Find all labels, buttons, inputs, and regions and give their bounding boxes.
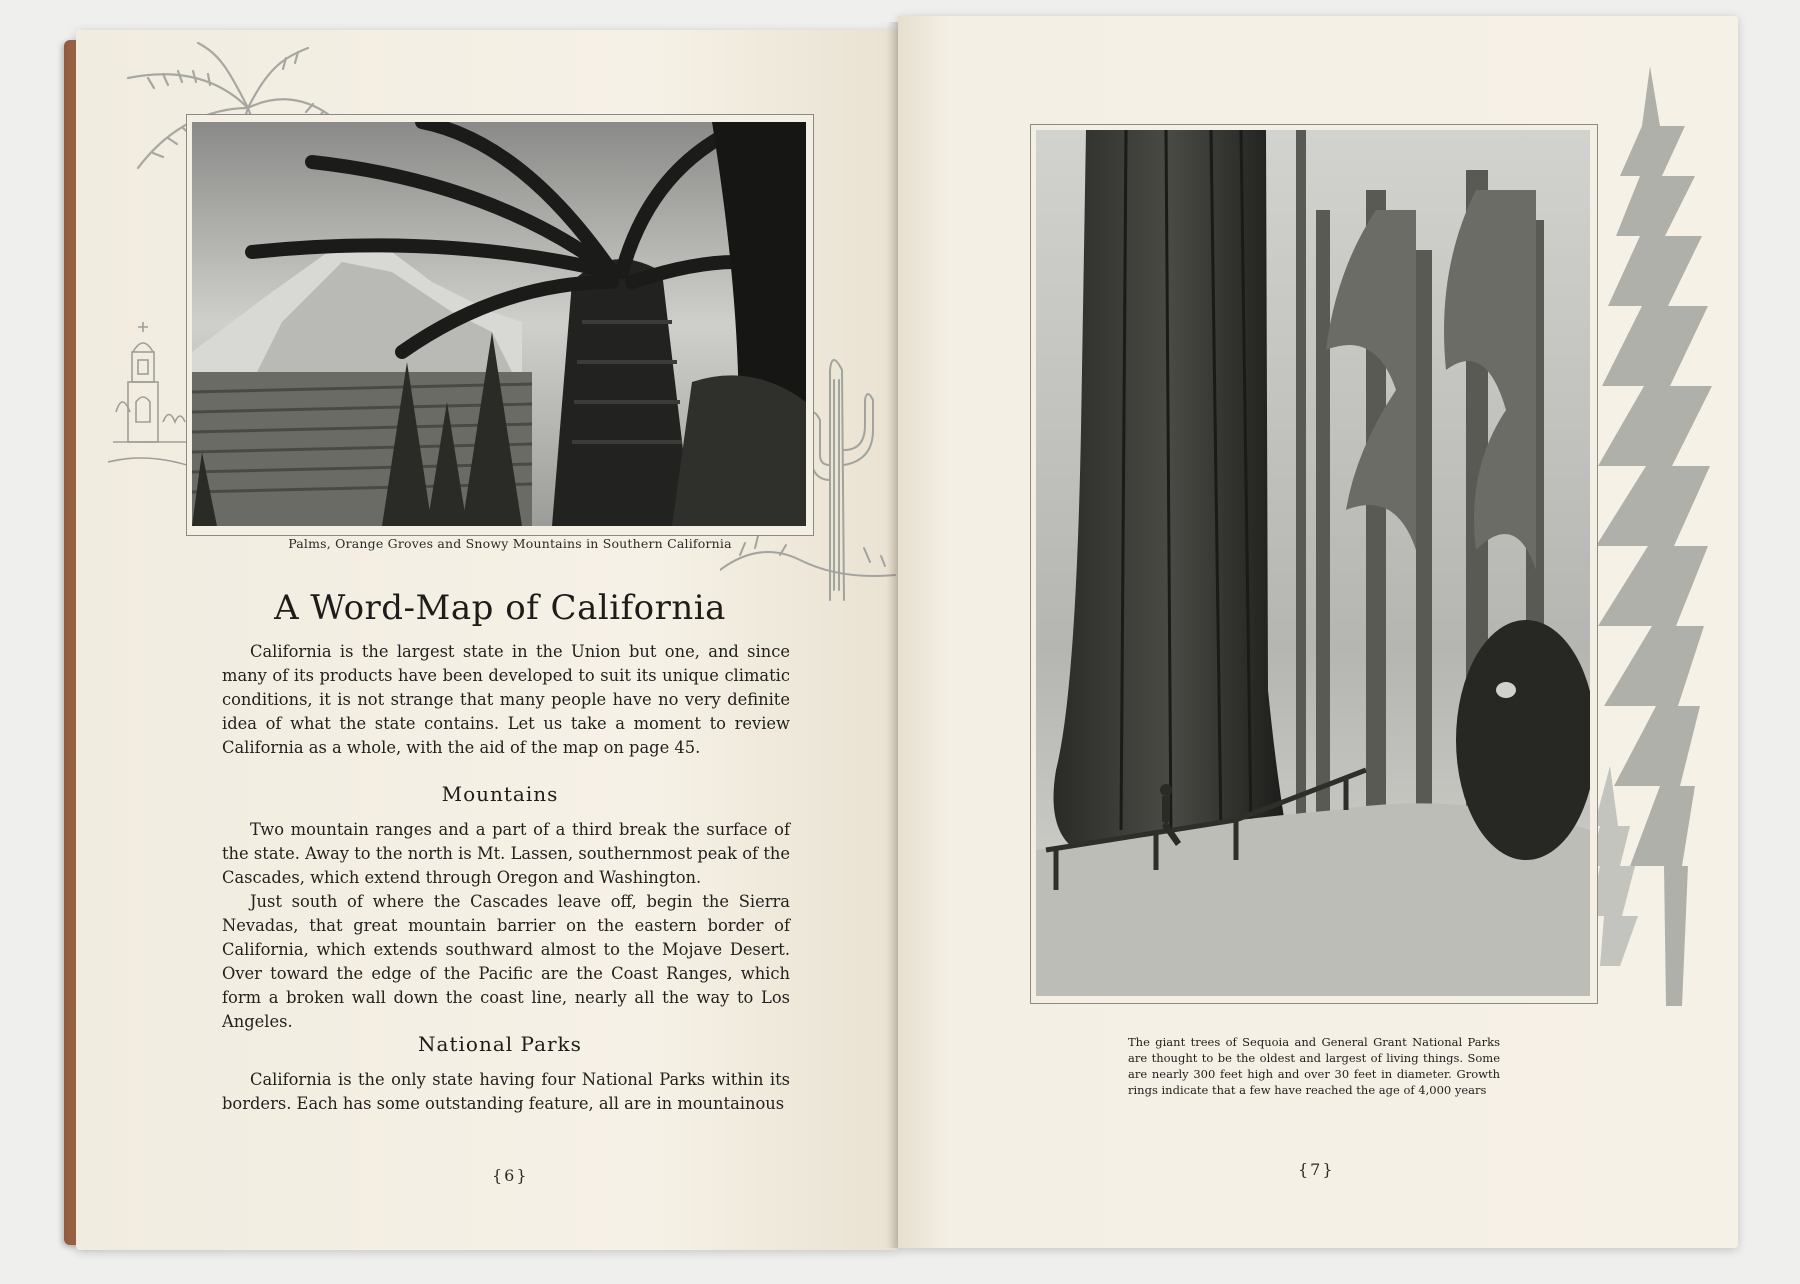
- mission-tower-decoration: [108, 322, 198, 492]
- palm-photo-caption: Palms, Orange Groves and Snowy Mountains in Southern California: [288, 536, 732, 551]
- mountains-paragraph-2: Just south of where the Cascades leave off, begin the Sierra Nevadas, that great mountain barrier on the eastern border of California, which extends southward almost to the Mojave Desert. Over toward the edge of the Pacific are the Coast Ranges, which form a broken wall down the coast line, nearly all the way to Los Angeles.: [222, 892, 790, 1031]
- mountains-heading: Mountains: [441, 782, 559, 806]
- sequoia-photo-illustration: [1036, 130, 1590, 996]
- national-parks-heading: National Parks: [418, 1032, 582, 1056]
- page-number-right: {7}: [1298, 1160, 1335, 1179]
- conifer-sketch-decoration: [1590, 66, 1720, 1006]
- page-title: A Word-Map of California: [274, 588, 726, 628]
- mountains-paragraph-1: Two mountain ranges and a part of a third break the surface of the state. Away to the north is Mt. Lassen, southernmost peak of the Cascades, which extend through Oregon and Washington.: [222, 820, 790, 887]
- national-parks-paragraph: California is the only state having four National Parks within its borders. Each has some outstanding feature, all are in mountainous: [222, 1070, 790, 1113]
- intro-paragraph: California is the largest state in the Union but one, and since many of its products have been developed to suit its unique climatic conditions, it is not strange that many people have no very definite idea of what the state contains. Let us take a moment to review California as a whole, with the aid of the map on page 45.: [222, 642, 790, 757]
- palm-groves-photo: [192, 122, 806, 526]
- giant-sequoia-photo: [1036, 130, 1590, 996]
- palm-photo-illustration: [192, 122, 806, 526]
- page-number-left: {6}: [492, 1166, 529, 1185]
- sequoia-photo-caption: The giant trees of Sequoia and General Grant National Parks are thought to be the oldest and largest of living things. Some are nearly 300 feet high and over 30 feet in diameter. Growth rings indicate that a few have reached the age of 4,000 years: [1128, 1035, 1500, 1097]
